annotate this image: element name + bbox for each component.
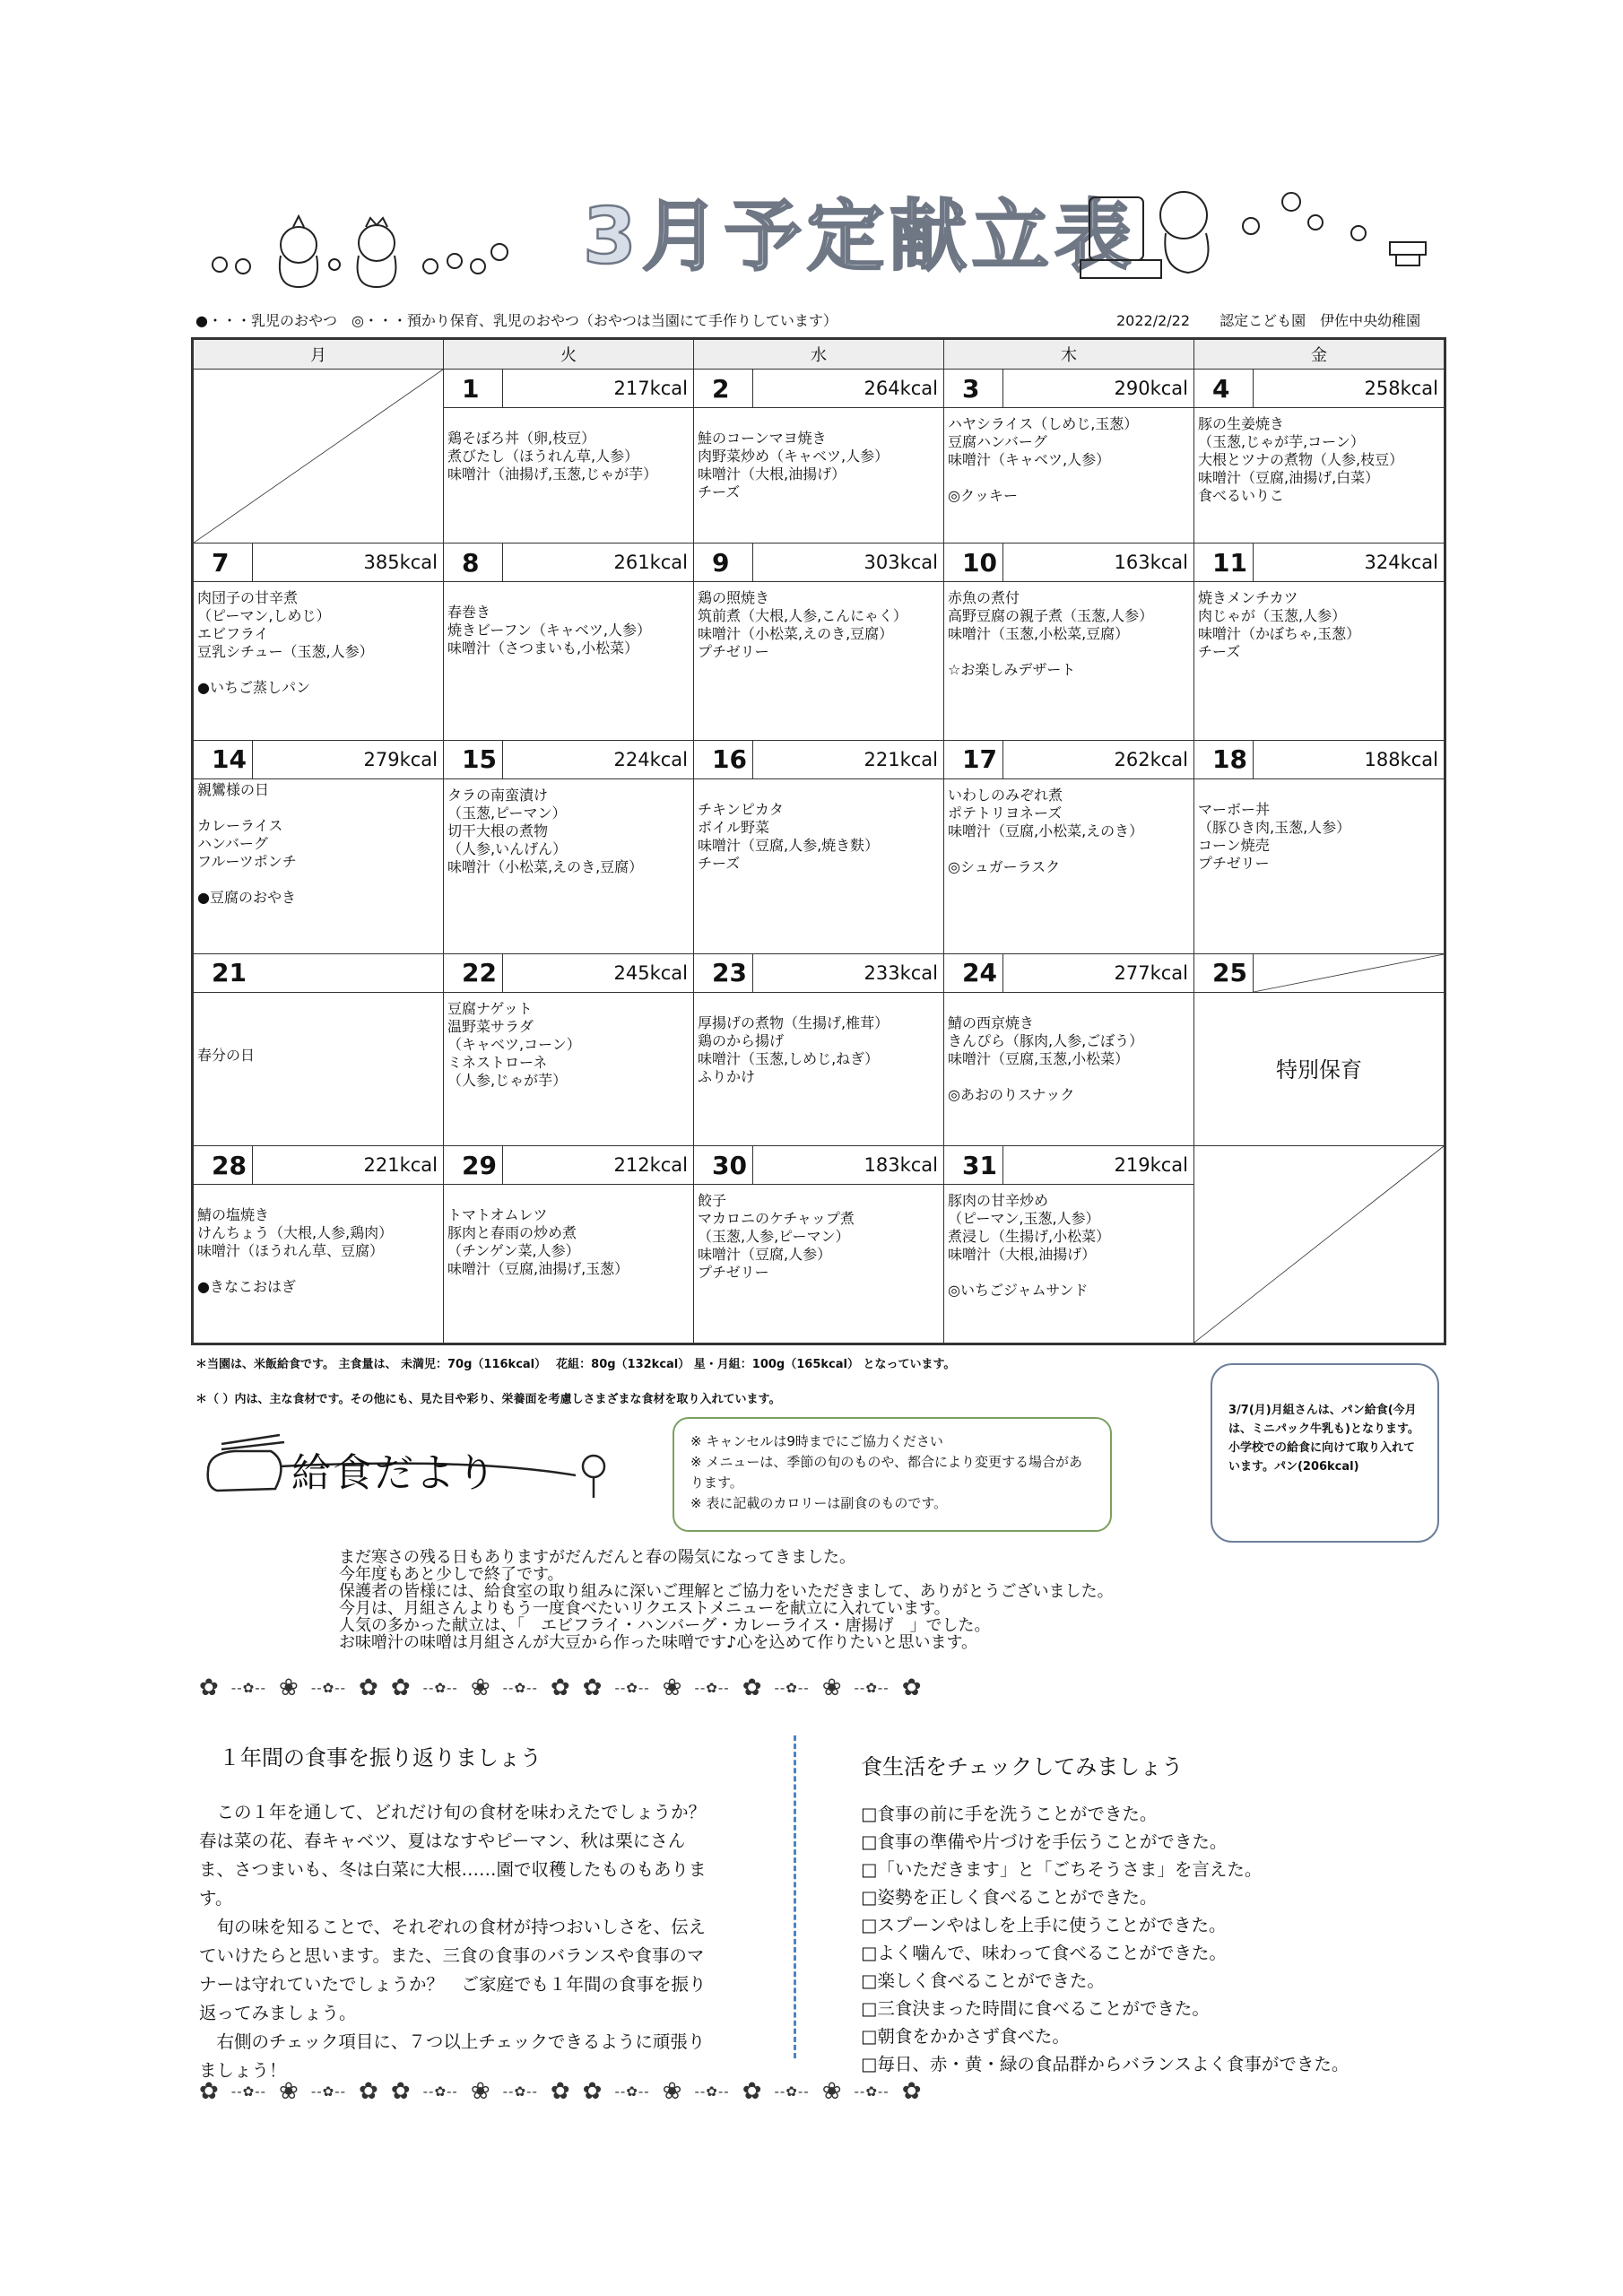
day-menu: 春巻き 焼きビーフン（キャベツ,人参） 味噌汁（さつまいも,小松菜） <box>447 604 652 657</box>
date-and-school <box>1116 309 1445 330</box>
day-menu: 鶏そぼろ丼（卵,枝豆） 煮びたし（ほうれん草,人参） 味噌汁（油揚げ,玉葱,じゃが芋） <box>447 430 658 483</box>
day-menu: チキンピカタ ボイル野菜 味噌汁（豆腐,人参,焼き麩） チーズ <box>698 800 880 872</box>
day-cell: 8 261kcal 春巻き 焼きビーフン（キャベツ,人参） 味噌汁（さつまいも,小松菜） <box>444 544 694 741</box>
weekday-thu: 木 <box>944 340 1194 370</box>
day-menu: 豚の生姜焼き （玉葱,じゃが芋,コーン） 大根とツナの煮物（人参,枝豆） 味噌汁（豆腐,油揚げ,白菜） 食べるいりこ <box>1198 415 1404 504</box>
day-cell: 2 264kcal 鮭のコーンマヨ焼き 肉野菜炒め（キャベツ,人参） 味噌汁（大根,油揚げ） チーズ <box>694 370 944 544</box>
day-cell: 28 221kcal 鯖の塩焼き けんちょう（大根,人参,鶏肉） 味噌汁（ほうれん草、豆腐） ●きなこおはぎ <box>194 1146 444 1344</box>
flower-divider-bottom: ✿ --✿-- ❀ --✿-- ✿ ✿ --✿-- ❀ --✿-- ✿ ✿ --✿-- ❀ --✿-- ✿ --✿-- ❀ --✿-- ✿ <box>199 2078 922 2105</box>
day-cell: 15 224kcal タラの南蛮漬け （玉葱,ピーマン） 切干大根の煮物 （人参,いんげん） 味噌汁（小松菜,えのき,豆腐） <box>444 740 694 953</box>
day-cell: 7 385kcal 肉団子の甘辛煮 （ピーマン,しめじ） エビフライ 豆乳シチュー（玉葱,人参） ●いちご蒸しパン <box>194 544 444 741</box>
weekday-fri: 金 <box>1194 340 1445 370</box>
day-menu: タラの南蛮漬け （玉葱,ピーマン） 切干大根の煮物 （人参,いんげん） 味噌汁（小松菜,えのき,豆腐） <box>447 786 644 875</box>
day-menu: ハヤシライス（しめじ,玉葱） 豆腐ハンバーグ 味噌汁（キャベツ,人参） ◎クッキー <box>948 415 1139 504</box>
checklist-item: □毎日、赤・黄・緑の食品群からバランスよく食事ができた。 <box>861 2054 1350 2074</box>
svg-text:3月予定献立表: 3月予定献立表 <box>583 192 1137 282</box>
checklist-item: □よく噛んで、味わって食べることができた。 <box>861 1943 1227 1963</box>
cancel-notice-box <box>673 1417 1112 1532</box>
year-review-section: １年間の食事を振り返りましょう この１年を通して、どれだけ旬の食材を味わえたでしょうか？ 春は菜の花、春キャベツ、夏はなすやピーマン、秋は栗にさんま、さつまいも、冬は白菜に大根……園で収穫したものもあります。 旬の味を知ることで、それぞれの食材が持つおいしさを、伝えていけたらと思います。また、三食の食事のバランスや食事のマナーは守れていたでしょうか？ ご家庭でも１年間の食事を振り返ってみましょう。 右側のチェック項目に、７つ以上チェックできるように頑張りましょう！ <box>199 1740 719 2085</box>
weekday-wed: 水 <box>694 340 944 370</box>
day-menu: 親鸞様の日 カレーライス ハンバーグ フルーツポンチ ●豆腐のおやき <box>197 780 297 906</box>
school-name: 認定こども園 伊佐中央幼稚園 <box>1219 312 1421 329</box>
girl-with-hina-illustration <box>1081 179 1439 287</box>
checklist-item: □朝食をかかさず食べた。 <box>861 2026 1070 2047</box>
legend-text: ●・・・乳児のおやつ ◎・・・預かり保育、乳児のおやつ（おやつは当園にて手作りしています） <box>195 312 838 329</box>
calorie-note: ※ 表に記載のカロリーは副食のものです。 <box>690 1495 948 1511</box>
day-menu: トマトオムレツ 豚肉と春雨の炒め煮 （チンゲン菜,人参） 味噌汁（豆腐,油揚げ,玉葱） <box>447 1206 629 1278</box>
issue-date: 2022/2/22 <box>1116 312 1191 329</box>
day-menu: 鯖の西京焼き きんぴら（豚肉,人参,ごぼう） 味噌汁（豆腐,玉葱,小松菜） ◎あおのりスナック <box>948 1013 1144 1103</box>
day-menu: 焼きメンチカツ 肉じゃが（玉葱,人参） 味噌汁（かぼちゃ,玉葱） チーズ <box>1198 589 1361 661</box>
hina-dolls-illustration <box>193 202 551 291</box>
day-cell: 25 特別保育 <box>1194 953 1445 1146</box>
checklist-title: 食生活をチェックしてみましょう <box>861 1754 1184 1779</box>
weekday-mon: 月 <box>194 340 444 370</box>
empty-cell <box>1194 1146 1445 1344</box>
day-menu: 春分の日 <box>197 1046 256 1064</box>
flower-divider: ✿ --✿-- ❀ --✿-- ✿ ✿ --✿-- ❀ --✿-- ✿ ✿ --✿-- ❀ --✿-- ✿ --✿-- ❀ --✿-- ✿ <box>199 1674 922 1701</box>
weekday-tue: 火 <box>444 340 694 370</box>
day-cell: 14 279kcal 親鸞様の日 カレーライス ハンバーグ フルーツポンチ ●豆腐のおやき <box>194 740 444 953</box>
day-cell: 31 219kcal 豚肉の甘辛炒め （ピーマン,玉葱,人参） 煮浸し（生揚げ,小松菜） 味噌汁（大根,油揚げ） ◎いちごジャムサンド <box>944 1146 1194 1344</box>
day-menu: いわしのみぞれ煮 ポテトリヨネーズ 味噌汁（豆腐,小松菜,えのき） ◎シュガーラスク <box>948 786 1144 875</box>
greeting-paragraph: まだ寒さの残る日もありますがだんだんと春の陽気になってきました。 今年度もあと少しで終了です。 保護者の皆様には、給食室の取り組みに深いご理解とご協力をいただきまして、ありがとうございました。 今月は、月組さんよりもう一度食べたいリクエストメニューを献立に入れています。 人気の多かった献立は、「 エビフライ・ハンバーグ・カレーライス・唐揚げ 」でした。 お味噌汁の味噌は月組さんが大豆から作った味噌です♪心を込めて作りたいと思います。 <box>339 1548 1114 1652</box>
ingredients-note: ＊（ ）内は、主な食材です。その他にも、見た目や彩り、栄養面を考慮しさまざまな食材を取り入れています。 <box>195 1393 781 1406</box>
day-cell: 1 217kcal 鶏そぼろ丼（卵,枝豆） 煮びたし（ほうれん草,人参） 味噌汁（油揚げ,玉葱,じゃが芋） <box>444 370 694 544</box>
page-title <box>574 184 1137 283</box>
day-cell: 10 163kcal 赤魚の煮付 高野豆腐の親子煮（玉葱,人参） 味噌汁（玉葱,小松菜,豆腐） ☆お楽しみデザート <box>944 544 1194 741</box>
day-menu: 豆腐ナゲット 温野菜サラダ （キャベツ,コーン） ミネストローネ （人参,じゃが芋） <box>447 999 581 1089</box>
checklist-item: □姿勢を正しく食べることができた。 <box>861 1887 1158 1908</box>
year-review-title: １年間の食事を振り返りましょう <box>219 1745 542 1770</box>
kyushoku-title: 給食だより <box>291 1450 498 1496</box>
day-menu: 肉団子の甘辛煮 （ピーマン,しめじ） エビフライ 豆乳シチュー（玉葱,人参） ●いちご蒸しパン <box>197 589 374 697</box>
section-divider <box>794 1735 796 2058</box>
day-menu: マーボー丼 （豚ひき肉,玉葱,人参） コーン焼売 プチゼリー <box>1198 800 1351 872</box>
cancel-note: ※ キャンセルは9時までにご協力ください <box>690 1433 943 1449</box>
checklist-item: □食事の準備や片づけを手伝うことができた。 <box>861 1831 1228 1852</box>
checklist-item: □スプーンやはしを上手に使うことができた。 <box>861 1915 1227 1935</box>
checklist-section <box>861 1749 1417 2078</box>
day-menu: 豚肉の甘辛炒め （ピーマン,玉葱,人参） 煮浸し（生揚げ,小松菜） 味噌汁（大根,油揚げ） ◎いちごジャムサンド <box>948 1192 1111 1300</box>
day-cell: 24 277kcal 鯖の西京焼き きんぴら（豚肉,人参,ごぼう） 味噌汁（豆腐,玉葱,小松菜） ◎あおのりスナック <box>944 953 1194 1146</box>
day-cell: 30 183kcal 餃子 マカロニのケチャップ煮 （玉葱,人参,ピーマン） 味噌汁（豆腐,人参） プチゼリー <box>694 1146 944 1344</box>
checklist-item: □三食決まった時間に食べることができた。 <box>861 1998 1210 2019</box>
day-menu: 赤魚の煮付 高野豆腐の親子煮（玉葱,人参） 味噌汁（玉葱,小松菜,豆腐） ☆お楽しみデザート <box>948 589 1154 679</box>
checklist-item: □食事の前に手を洗うことができた。 <box>861 1804 1158 1824</box>
day-menu: 厚揚げの煮物（生揚げ,椎茸） 鶏のから揚げ 味噌汁（玉葱,しめじ,ねぎ） ふりかけ <box>698 1013 890 1085</box>
day-cell: 17 262kcal いわしのみぞれ煮 ポテトリヨネーズ 味噌汁（豆腐,小松菜,えのき） ◎シュガーラスク <box>944 740 1194 953</box>
day-cell: 18 188kcal マーボー丼 （豚ひき肉,玉葱,人参） コーン焼売 プチゼリー <box>1194 740 1445 953</box>
day-menu: 餃子 マカロニのケチャップ煮 （玉葱,人参,ピーマン） 味噌汁（豆腐,人参） プチゼリー <box>698 1192 855 1282</box>
day-cell: 3 290kcal ハヤシライス（しめじ,玉葱） 豆腐ハンバーグ 味噌汁（キャベツ,人参） ◎クッキー <box>944 370 1194 544</box>
empty-cell <box>194 370 444 544</box>
bread-lunch-notice: 3/7(月)月組さんは、パン給食(今月は、ミニパック牛乳も)となります。小学校での給食に向けて取り入れています。パン(206kcal) <box>1211 1363 1439 1543</box>
menu-calendar <box>191 337 1446 1345</box>
day-menu: 鶏の照焼き 筑前煮（大根,人参,こんにゃく） 味噌汁（小松菜,えのき,豆腐） プチゼリー <box>698 589 907 661</box>
day-cell: 21 春分の日 <box>194 953 444 1146</box>
day-cell: 22 245kcal 豆腐ナゲット 温野菜サラダ （キャベツ,コーン） ミネストローネ （人参,じゃが芋） <box>444 953 694 1146</box>
day-cell: 4 258kcal 豚の生姜焼き （玉葱,じゃが芋,コーン） 大根とツナの煮物（人参,枝豆） 味噌汁（豆腐,油揚げ,白菜） 食べるいりこ <box>1194 370 1445 544</box>
special-care-label: 特別保育 <box>1276 1057 1362 1083</box>
day-cell: 29 212kcal トマトオムレツ 豚肉と春雨の炒め煮 （チンゲン菜,人参） 味噌汁（豆腐,油揚げ,玉葱） <box>444 1146 694 1344</box>
day-cell: 11 324kcal 焼きメンチカツ 肉じゃが（玉葱,人参） 味噌汁（かぼちゃ,玉葱） チーズ <box>1194 544 1445 741</box>
day-menu: 鯖の塩焼き けんちょう（大根,人参,鶏肉） 味噌汁（ほうれん草、豆腐） ●きなこおはぎ <box>197 1206 394 1296</box>
day-menu: 鮭のコーンマヨ焼き 肉野菜炒め（キャベツ,人参） 味噌汁（大根,油揚げ） チーズ <box>698 430 890 500</box>
checklist-item: □「いただきます」と「ごちそうさま」を言えた。 <box>861 1859 1263 1880</box>
day-cell: 9 303kcal 鶏の照焼き 筑前煮（大根,人参,こんにゃく） 味噌汁（小松菜,えのき,豆腐） プチゼリー <box>694 544 944 741</box>
day-cell: 23 233kcal 厚揚げの煮物（生揚げ,椎茸） 鶏のから揚げ 味噌汁（玉葱,しめじ,ねぎ） ふりかけ <box>694 953 944 1146</box>
checklist-item: □楽しく食べることができた。 <box>861 1970 1105 1991</box>
rice-note: ＊当園は、米飯給食です。 主食量は、 未満児：70g（116kcal） 花組：80g（132kcal） 星・月組：100g（165kcal） となっています。 <box>195 1358 956 1371</box>
day-cell: 16 221kcal チキンピカタ ボイル野菜 味噌汁（豆腐,人参,焼き麩） チーズ <box>694 740 944 953</box>
change-note: ※ メニューは、季節の旬のものや、都合により変更する場合があります。 <box>690 1454 1083 1491</box>
